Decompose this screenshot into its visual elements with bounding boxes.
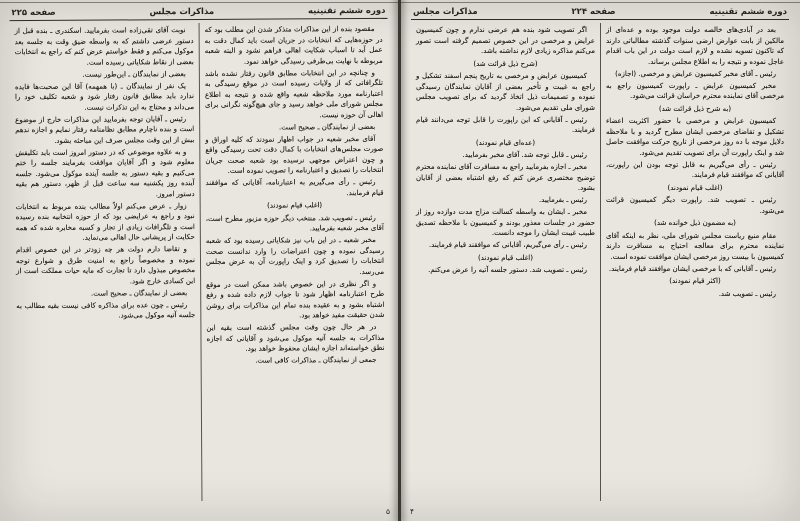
paragraph: و تقاضا دارم دولت هر چه زودتر در این خصوص اقدام نموده و مخصوصاً راجع به امنیت طرق و شوارع توجه مخصوص مبذول دارد تا تجارت که مایه حیات مملکت است از این کسادی خارج شود. bbox=[15, 245, 196, 285]
paragraph: رئیس ـ تصویب شد. دستور جلسه آتیه را عرض می‌کنم. bbox=[428, 266, 587, 274]
text-column bbox=[10, 23, 202, 502]
page-header bbox=[411, 7, 789, 17]
stage-direction: (اکثر قیام نمودند) bbox=[669, 277, 721, 285]
stage-direction: (به شرح ذیل قرائت شد) bbox=[658, 104, 732, 113]
text-column bbox=[600, 23, 789, 501]
text-column bbox=[199, 22, 391, 501]
page-right-inner bbox=[400, 0, 800, 521]
paragraph: مقصود بنده از این مذاکرات متذکر شدن این مطلب بود که در حوزه‌هایی که انتخابات در جریان است باید کمال دقت به عمل آید تا اسباب شکایت اهالی فراهم نشود و البته شعبه مربوطه با نهایت بی‌طرفی رسیدگی خواهد نمود. bbox=[204, 24, 383, 66]
paragraph: مخبر ـ اجازه بفرمایید راجع به مسافرت آقای نماینده محترم توضیح مختصری عرض کنم که رفع اشتباه بعضی از آقایان بشود. bbox=[416, 163, 595, 192]
paragraph: اگر تصویب شود بنده هم عرضی ندارم و چون کمیسیون عرایض و مرخصی در این خصوص تصمیم گرفته است تصور می‌کنم مذاکره زیادی لازم نداشته باشد. bbox=[416, 26, 595, 55]
doc-title: مذاکرات مجلس bbox=[413, 7, 478, 17]
text-columns bbox=[411, 23, 789, 501]
binding-divider bbox=[398, 0, 401, 521]
stage-direction: (شرح ذیل قرائت شد) bbox=[473, 59, 538, 68]
stage-direction: (به مضمون ذیل خوانده شد) bbox=[654, 219, 736, 227]
folio-number: ۴ bbox=[410, 507, 415, 516]
paragraph: رئیس ـ آقای مخبر کمیسیون عرایض و مرخصی. (اجازه) bbox=[615, 69, 776, 78]
page-number-label: صفحه ۲۲۴ bbox=[571, 7, 616, 17]
paragraph: کمیسیون عرایض و مرخصی با حضور اکثریت اعضاء تشکیل و تقاضای مرخصی ایشان مطرح گردید و با ملاحظه دلایل موجه با ده روز مرخصی از تاریخ حرکت موافقت حاصل شد و اینک راپورت آن برای تصویب تقدیم می‌شود. bbox=[606, 117, 784, 157]
paragraph: یک نفر از نمایندگان ـ (با همهمه) آقا این صحبت‌ها فایده ندارد باید مطابق قانون رفتار شود و شعبه تکلیف خود را می‌داند و محتاج به این تذکرات نیست. bbox=[14, 81, 195, 112]
paragraph: مخبر شعبه ـ در این باب نیز شکایاتی رسیده بود که شعبه رسیدگی نموده و چون اعتراضات را وارد ندانست صحت انتخابات را تصدیق کرد و اینک راپورت آن به عرض مجلس می‌رسد. bbox=[205, 235, 385, 276]
paragraph: رئیس ـ رأی می‌گیریم به اعتبارنامه، آقایانی که موافقند قیام فرمایند. bbox=[205, 177, 384, 197]
page-header bbox=[9, 6, 387, 18]
paragraph: بعضی از نمایندگان ـ این‌طور نیست. bbox=[82, 69, 186, 79]
edition-label: دوره ششم تقنینیه bbox=[709, 7, 787, 17]
text-columns bbox=[10, 22, 391, 502]
paragraph: زوار ـ عرض می‌کنم اولاً مطالب بنده مربوط به انتخابات نبود و راجع به عرایضی بود که از حوزه انتخابیه بنده رسیده است و تلگرافات زیادی از تجار و کسبه مخابره شده که همه حکایت از پریشانی حال اهالی می‌نماید. bbox=[15, 201, 195, 242]
paragraph: جمعی از نمایندگان ـ مذاکرات کافی است. bbox=[255, 355, 377, 365]
header-rule bbox=[411, 19, 789, 20]
paragraph: و اگر نظری در این خصوص باشد ممکن است در موقع طرح اعتبارنامه اظهار شود تا جواب لازم داده شده و رفع اشتباه بشود و به عقیده بنده تمام این مذاکرات برای روشن شدن حقیقت مفید خواهد بود. bbox=[206, 279, 385, 320]
paragraph: کمیسیون عرایض و مرخصی به تاریخ پنجم اسفند تشکیل و راجع به غیبت و تأخیر بعضی از آقایان نمایندگان رسیدگی نموده و تصمیمات ذیل اتخاذ گردید که برای تصویب مجلس شورای ملی تقدیم می‌شود. bbox=[416, 72, 595, 112]
text-column bbox=[411, 23, 600, 501]
paragraph: بعضی از نمایندگان ـ صحیح است. bbox=[278, 122, 376, 132]
paragraph: رئیس ـ تصویب شد. bbox=[718, 289, 776, 298]
paragraph: نوبت آقای تقی‌زاده است بفرمایید. اسکندری ـ بنده قبل از دستور عرضی داشتم که به واسطه ضیق وقت به جلسه بعد موکول می‌کنم و فقط خواستم عرض کنم که راجع به انتخابات بعضی از نقاط شکایاتی رسیده است. bbox=[14, 26, 194, 67]
stage-direction: (اغلب قیام نمودند) bbox=[267, 201, 323, 210]
paragraph: در هر حال چون وقت مجلس گذشته است بقیه این مذاکرات به جلسه آتیه موکول می‌شود و آقایانی که اجازه نطق خواسته‌اند اجازه ایشان محفوظ خواهد بود. bbox=[206, 322, 385, 353]
paragraph: و چنانچه در این انتخابات مطابق قانون رفتار نشده باشد تلگرافاتی که از ولایات رسیده است در موقع رسیدگی به اعتبارنامه مورد ملاحظه شعبه واقع شده و نتیجه به اطلاع مجلس شورای ملی خواهد رسید و جای هیچ‌گونه نگرانی برای اهالی آن حوزه نیست. bbox=[204, 68, 384, 119]
paragraph: مخبر کمیسیون عرایض ـ راپورت کمیسیون راجع به مرخصی آقای نماینده محترم خراسان قرائت می‌شود. bbox=[606, 81, 784, 100]
page-number-label: صفحه ۲۲۵ bbox=[11, 7, 56, 19]
edition-label: دوره ششم تقنینیه bbox=[307, 5, 386, 17]
paragraph: رئیس ـ چون عده برای مذاکره کافی نیست بقیه مطالب به جلسه آتیه موکول می‌شود. bbox=[16, 300, 196, 320]
paragraph: رئیس ـ آقایانی که با مرخصی ایشان موافقند قیام فرمایند. bbox=[608, 264, 776, 273]
paragraph: بعضی از نمایندگان ـ صحیح است. bbox=[90, 288, 188, 298]
paragraph: مقام منیع ریاست مجلس شورای ملی، نظر به اینکه آقای نماینده محترم برای معالجه احتیاج به مسافرت دارند کمیسیون با بیست روز مرخصی ایشان موافقت نموده است. bbox=[606, 231, 784, 261]
paragraph: رئیس ـ قابل توجه شد. آقای مخبر بفرمایید. bbox=[462, 151, 587, 159]
paragraph: رئیس ـ تصویب شد. راپورت دیگر کمیسیون قرائت می‌شود. bbox=[606, 196, 784, 215]
paragraph: رئیس ـ آقایان توجه بفرمایید این مذاکرات خارج از موضوع است و بنده ناچارم مطابق نظامنامه رفتار نمایم و اجازه ندهم بیش از این وقت مجلس صرف این مباحثه بشود. bbox=[15, 114, 195, 145]
doc-title: مذاکرات مجلس bbox=[149, 6, 215, 18]
paragraph: رئیس ـ بفرمایید. bbox=[538, 196, 587, 204]
paragraph: بعد در آبادی‌های خالصه دولت موجود بوده و عده‌ای از مالکین از بابت عوارض ارضی سنوات گذشته مطالباتی دارند که تاکنون تسویه نشده و لازم است دولت در این باب اقدام عاجل نموده و نتیجه را به اطلاع مجلس برساند. bbox=[606, 26, 784, 66]
stage-direction: (اغلب قیام نمودند) bbox=[667, 183, 723, 192]
paragraph: مخبر ـ ایشان به واسطه کسالت مزاج مدت دوازده روز از حضور در جلسات معذور بودند و کمیسیون با ملاحظه تصدیق طبیب غیبت ایشان را موجه دانست. bbox=[416, 208, 595, 237]
paragraph: رئیس ـ رأی می‌گیریم، آقایانی که موافقند قیام فرمایند. bbox=[428, 241, 587, 249]
paragraph: رئیس ـ آقایانی که این راپورت را قابل توجه می‌دانند قیام فرمایند. bbox=[416, 115, 595, 134]
folio-number: ۵ bbox=[385, 507, 390, 516]
paragraph: آقای مخبر شعبه در جواب اظهار نمودند که کلیه اوراق و صورت مجلس‌های انتخابات با کمال دقت تحت رسیدگی واقع و چون اعتراض موجهی نرسیده بود شعبه صحت جریان انتخابات را تصدیق و اعتبارنامه را تصویب نموده است. bbox=[205, 134, 384, 175]
paragraph: رئیس ـ رأی می‌گیریم به قابل توجه بودن این راپورت، آقایانی که موافقند قیام فرمایند. bbox=[606, 160, 784, 179]
stage-direction: (عده‌ای قیام نمودند) bbox=[475, 138, 536, 147]
stage-direction: (اغلب قیام نمودند) bbox=[478, 253, 533, 262]
page-right bbox=[400, 0, 800, 521]
header-rule bbox=[10, 18, 388, 21]
paragraph: رئیس ـ تصویب شد. منتخب دیگر حوزه مزبور مطرح است، آقای مخبر شعبه بفرمایید. bbox=[205, 213, 384, 233]
paragraph: و به علاوه موضوعی که در دستور امروز است باید تکلیفش معلوم شود و اگر آقایان موافقت بفرمایند جلسه را ختم می‌کنیم و بقیه دستور به جلسه آینده موکول می‌شود. جلسه آینده روز یکشنبه سه ساعت قبل از ظهر، دستور هم بقیه دستور امروز. bbox=[15, 147, 195, 198]
